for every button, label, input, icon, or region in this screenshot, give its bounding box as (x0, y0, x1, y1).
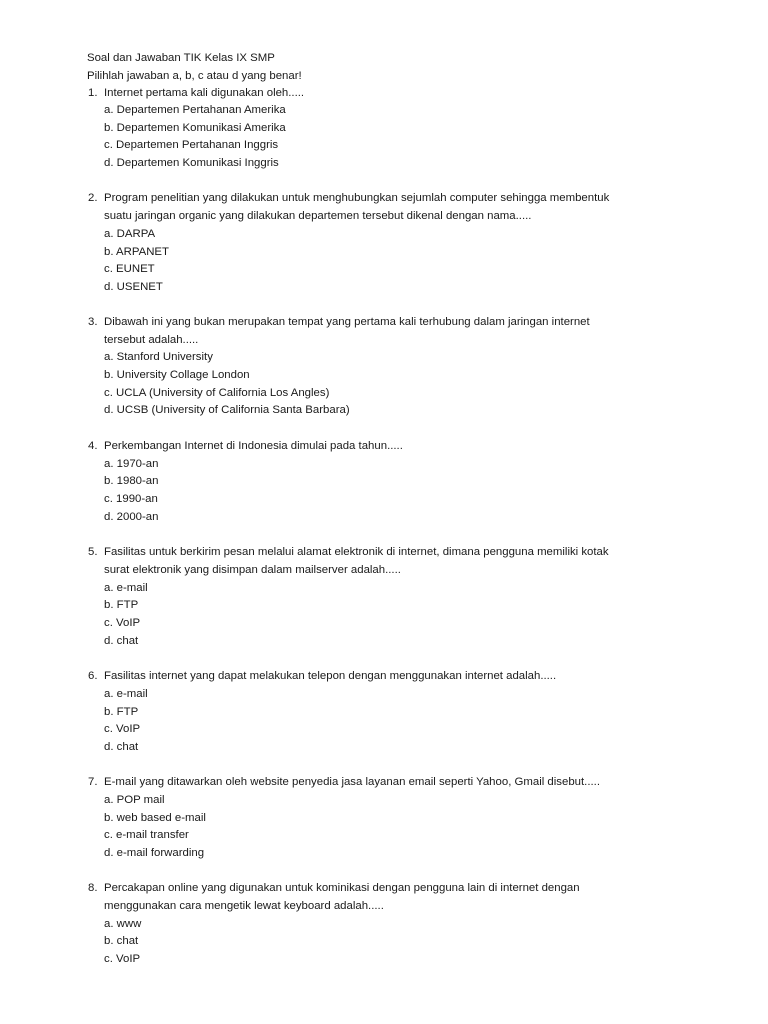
question-8-number: 8. (88, 882, 98, 894)
question-8-text-line-1: Percakapan online yang digunakan untuk kominikasi dengan pengguna lain di internet dengan (104, 882, 580, 894)
question-4-option-c: c. 1990-an (104, 493, 158, 505)
question-3-option-a: a. Stanford University (104, 351, 213, 363)
question-5-text-line-2: surat elektronik yang disimpan dalam mailserver adalah..... (104, 564, 401, 576)
question-2-text-line-1: Program penelitian yang dilakukan untuk menghubungkan sejumlah computer sehingga membentuk (104, 192, 610, 204)
question-1-text: Internet pertama kali digunakan oleh..... (104, 87, 305, 99)
question-4-option-a: a. 1970-an (104, 458, 159, 470)
question-4-number: 4. (88, 440, 98, 452)
question-6-option-a: a. e-mail (104, 688, 148, 700)
question-3-option-b: b. University Collage London (104, 369, 250, 381)
question-6-option-d: d. chat (104, 741, 139, 753)
question-4-option-b: b. 1980-an (104, 475, 159, 487)
question-8-option-c: c. VoIP (104, 953, 141, 965)
question-3-text-line-1: Dibawah ini yang bukan merupakan tempat yang pertama kali terhubung dalam jaringan internet (104, 316, 590, 328)
question-2-option-a: a. DARPA (104, 228, 156, 240)
question-2-option-b: b. ARPANET (104, 246, 169, 258)
question-5-option-a: a. e-mail (104, 582, 148, 594)
question-1-option-c: c. Departemen Pertahanan Inggris (104, 139, 279, 151)
question-5-number: 5. (88, 546, 98, 558)
question-1-option-b: b. Departemen Komunikasi Amerika (104, 122, 286, 134)
question-5-text-line-1: Fasilitas untuk berkirim pesan melalui alamat elektronik di internet, dimana pengguna memiliki kotak (104, 546, 609, 558)
question-1-option-a: a. Departemen Pertahanan Amerika (104, 104, 286, 116)
question-3-text-line-2: tersebut adalah..... (104, 334, 199, 346)
question-4-option-d: d. 2000-an (104, 511, 159, 523)
instruction-text: Pilihlah jawaban a, b, c atau d yang benar! (87, 70, 302, 82)
question-7-text: E-mail yang ditawarkan oleh website penyedia jasa layanan email seperti Yahoo, Gmail disebut..... (104, 776, 600, 788)
question-6-number: 6. (88, 670, 98, 682)
question-6-option-c: c. VoIP (104, 723, 141, 735)
question-8-option-b: b. chat (104, 935, 139, 947)
question-7-option-a: a. POP mail (104, 794, 165, 806)
question-8-text-line-2: menggunakan cara mengetik lewat keyboard adalah..... (104, 900, 384, 912)
question-2-number: 2. (88, 192, 98, 204)
question-4-text: Perkembangan Internet di Indonesia dimulai pada tahun..... (104, 440, 403, 452)
question-5-option-c: c. VoIP (104, 617, 141, 629)
question-5-option-d: d. chat (104, 635, 139, 647)
question-2-option-c: c. EUNET (104, 263, 155, 275)
question-6-text: Fasilitas internet yang dapat melakukan telepon dengan menggunakan internet adalah..... (104, 670, 557, 682)
question-3-option-d: d. UCSB (University of California Santa Barbara) (104, 404, 350, 416)
question-3-number: 3. (88, 316, 98, 328)
question-3-option-c: c. UCLA (University of California Los Angles) (104, 387, 330, 399)
question-7-option-d: d. e-mail forwarding (104, 847, 205, 859)
question-2-option-d: d. USENET (104, 281, 163, 293)
question-7-option-b: b. web based e-mail (104, 812, 206, 824)
question-2-text-line-2: suatu jaringan organic yang dilakukan departemen tersebut dikenal dengan nama..... (104, 210, 532, 222)
question-1-number: 1. (88, 87, 98, 99)
question-5-option-b: b. FTP (104, 599, 139, 611)
question-7-option-c: c. e-mail transfer (104, 829, 189, 841)
question-7-number: 7. (88, 776, 98, 788)
document-title: Soal dan Jawaban TIK Kelas IX SMP (87, 52, 275, 64)
question-8-option-a: a. www (104, 918, 142, 930)
question-6-option-b: b. FTP (104, 706, 139, 718)
question-1-option-d: d. Departemen Komunikasi Inggris (104, 157, 279, 169)
